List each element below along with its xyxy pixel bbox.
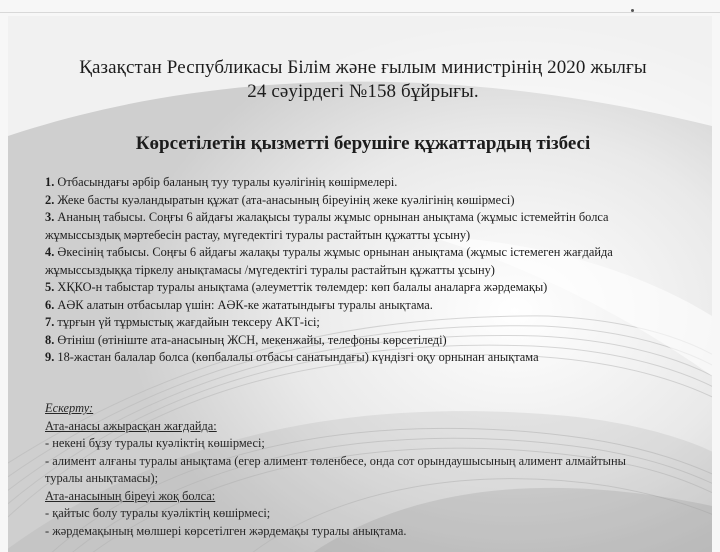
list-item-text: Өтініш (өтініште ата-анасының ЖСН, мекенжайы, телефоны көрсетіледі)	[57, 332, 447, 347]
list-item-continuation: жұмыссыздыққа тіркелу анықтамасы /мүгедектігі туралы растайтын құжатты ұсыну)	[45, 262, 495, 277]
list-item-text: Жеке басты куәландыратын құжат (ата-анасының біреуінің жеке куәлігінің көшірмесі)	[57, 192, 515, 207]
notes-line: - қайтыс болу туралы куәліктің көшірмесі;	[45, 506, 271, 520]
order-header-line-2: 24 сәуірдегі №158 бұйрығы.	[247, 81, 479, 102]
list-item-number: 2.	[45, 192, 55, 207]
list-item	[45, 174, 705, 192]
notes-line: - алимент алғаны туралы анықтама (егер алимент төленбесе, онда сот орындаушысының алимент алмайтыны	[45, 453, 626, 468]
list-item-text: Ананың табысы. Соңғы 6 айдағы жалақысы туралы жұмыс орнынан анықтама (жұмыс істемейтін болса	[57, 210, 609, 224]
order-header	[48, 56, 678, 104]
list-item-text: ХҚКО-н табыстар туралы анықтама (әлеуметтік төлемдер: көп балалы аналарға жәрдемақы)	[57, 280, 548, 294]
notes-line: - некені бұзу туралы куәліктің көшірмесі;	[45, 436, 265, 450]
notes-line: - жәрдемақының мөлшері көрсетілген жәрдемақы туралы анықтама.	[45, 523, 407, 538]
list-item	[45, 244, 705, 262]
list-item	[45, 192, 705, 210]
list-item	[45, 349, 705, 367]
list-item-number: 7.	[45, 315, 55, 329]
documents-list	[45, 174, 705, 367]
list-item-text: АӘК алатын отбасылар үшін: АӘК-ке жататындығы туралы анықтама.	[57, 297, 433, 312]
list-item-number: 1.	[45, 175, 55, 189]
list-item-continuation: жұмыссыздық мәртебесін растау, мүгедектігі туралы растайтын құжатты ұсыну)	[45, 227, 471, 242]
document-page	[8, 16, 712, 552]
list-item	[45, 314, 705, 332]
notes-group-1-title: Ата-анасы ажырасқан жағдайда:	[45, 418, 217, 433]
list-item-number: 9.	[45, 350, 55, 364]
list-item-text: 18-жастан балалар болса (көпбалалы отбасы санатындағы) күндізгі оқу орнынан анықтама	[57, 350, 539, 364]
list-item-number: 3.	[45, 210, 55, 224]
list-item-number: 4.	[45, 245, 55, 259]
list-item	[45, 332, 705, 350]
list-item-number: 6.	[45, 297, 55, 312]
corner-dot	[631, 9, 634, 12]
list-item	[45, 297, 705, 315]
list-item	[45, 209, 705, 227]
document-title: Көрсетілетін қызметті берушіге құжаттардың тізбесі	[135, 133, 591, 154]
notes-title: Ескерту:	[45, 401, 94, 415]
list-item-number: 8.	[45, 332, 55, 347]
order-header-line-1: Қазақстан Республикасы Білім және ғылым министрінің 2020 жылғы	[79, 57, 647, 78]
document-content	[8, 16, 712, 552]
list-item-text: Отбасындағы әрбір баланың туу туралы куәлігінің көшірмелері.	[57, 175, 398, 189]
notes-line: туралы анықтамасы);	[45, 471, 159, 485]
list-item-text: тұрғын үй тұрмыстық жағдайын тексеру АКТ-ісі;	[57, 315, 320, 329]
list-item-text: Әкесінің табысы. Соңғы 6 айдағы жалақы туралы жұмыс орнынан анықтама (жұмыс істемеген жағдайда	[57, 245, 613, 259]
list-item-number: 5.	[45, 280, 55, 294]
notes-group-2-title: Ата-анасының біреуі жоқ болса:	[45, 488, 216, 503]
notes-section	[45, 400, 705, 540]
list-item	[45, 279, 705, 297]
top-border-line	[0, 12, 720, 13]
